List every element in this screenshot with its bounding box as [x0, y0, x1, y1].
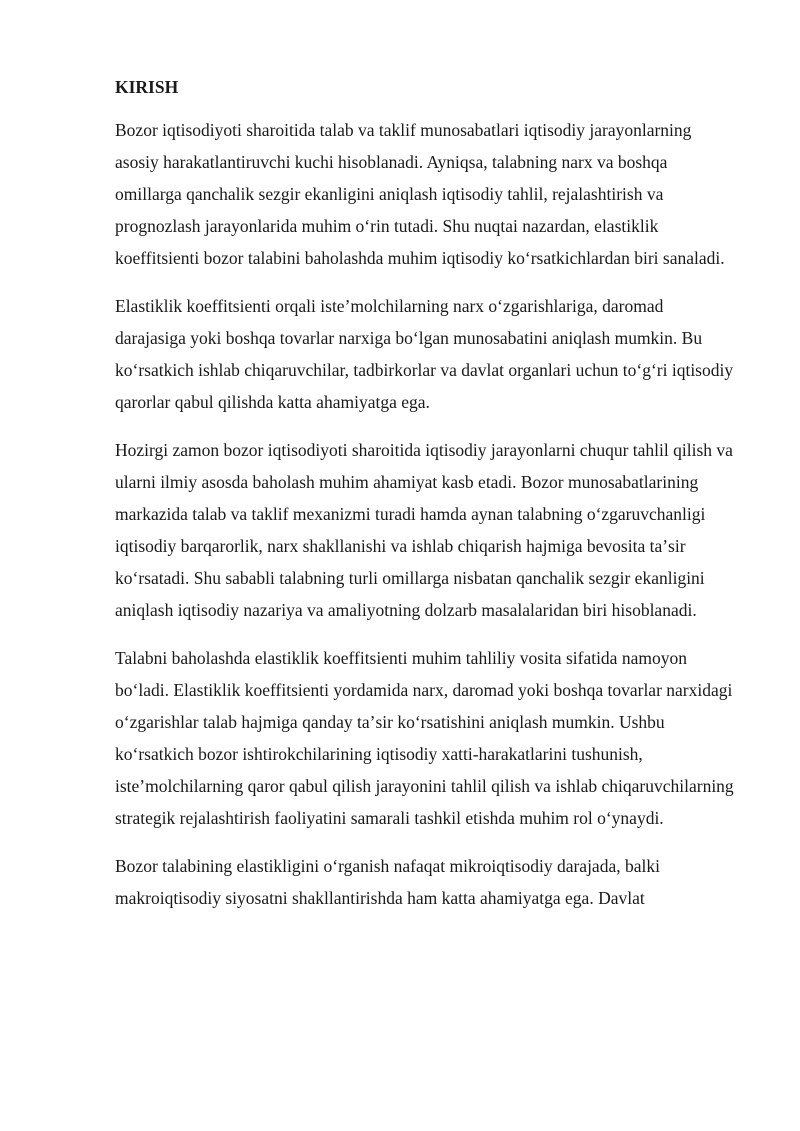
- paragraph-5: Bozor talabining elastikligini oʻrganish nafaqat mikroiqtisodiy darajada, balki makroiqtisodiy siyosatni shakllantirishda ham katta ahamiyatga ega. Davlat: [115, 856, 660, 908]
- paragraph-3: Hozirgi zamon bozor iqtisodiyoti sharoitida iqtisodiy jarayonlarni chuqur tahlil qilish va ularni ilmiy asosda baholash muhim ahamiyat kasb etadi. Bozor munosabatlarining markazida talab va taklif mexanizmi turadi hamda aynan talabning oʻzgaruvchanligi iqtisodiy barqarorlik, narx shakllanishi va ishlab chiqarish hajmiga bevosita taʼsir koʻrsatadi. Shu sababli talabning turli omillarga nisbatan qanchalik sezgir ekanligini aniqlash iqtisodiy nazariya va amaliyotning dolzarb masalalaridan biri hisoblanadi.: [115, 440, 733, 620]
- paragraph-4: Talabni baholashda elastiklik koeffitsienti muhim tahliliy vosita sifatida namoyon boʻladi. Elastiklik koeffitsienti yordamida narx, daromad yoki boshqa tovarlar narxidagi oʻzgarishlar talab hajmiga qanday taʼsir koʻrsatishini aniqlash mumkin. Ushbu koʻrsatkich bozor ishtirokchilarining iqtisodiy xatti-harakatlarini tushunish, isteʼmolchilarning qaror qabul qilish jarayonini tahlil qilish va ishlab chiqaruvchilarning strategik rejalashtirish faoliyatini samarali tashkil etishda muhim rol oʻynaydi.: [115, 648, 734, 828]
- paragraph-2: Elastiklik koeffitsienti orqali isteʼmolchilarning narx oʻzgarishlariga, daromad darajasiga yoki boshqa tovarlar narxiga boʻlgan munosabatini aniqlash mumkin. Bu koʻrsatkich ishlab chiqaruvchilar, tadbirkorlar va davlat organlari uchun toʻgʻri iqtisodiy qarorlar qabul qilishda katta ahamiyatga ega.: [115, 296, 734, 412]
- paragraph-1: Bozor iqtisodiyoti sharoitida talab va taklif munosabatlari iqtisodiy jarayonlarning asosiy harakatlantiruvchi kuchi hisoblanadi. Ayniqsa, talabning narx va boshqa omillarga qanchalik sezgir ekanligini aniqlash iqtisodiy tahlil, rejalashtirish va prognozlash jarayonlarida muhim oʻrin tutadi. Shu nuqtai nazardan, elastiklik koeffitsienti bozor talabini baholashda muhim iqtisodiy koʻrsatkichlardan biri sanaladi.: [115, 120, 725, 268]
- section-heading: KIRISH: [115, 77, 179, 97]
